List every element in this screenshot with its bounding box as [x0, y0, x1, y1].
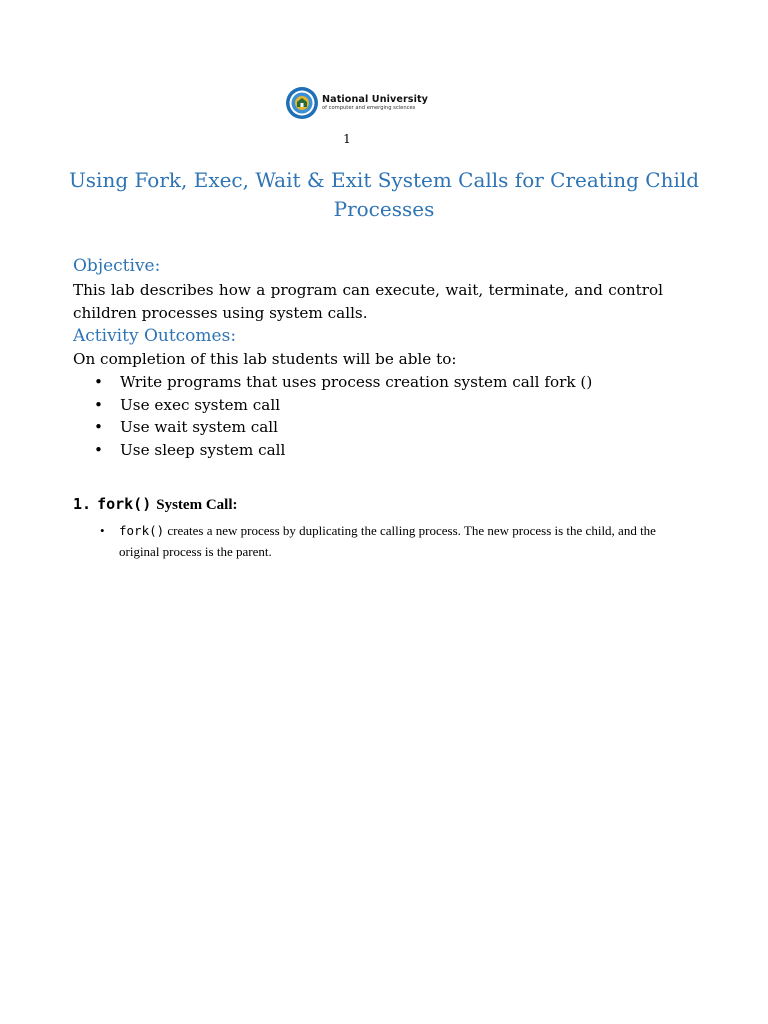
page-number: 1	[343, 132, 351, 146]
activity-outcomes-intro: On completion of this lab students will be able to:	[73, 350, 457, 368]
logo-text	[322, 95, 428, 111]
section-label: System Call:	[156, 497, 238, 513]
logo-subtitle: of computer and emerging sciences	[322, 104, 416, 111]
activity-outcomes-list	[73, 371, 592, 461]
section-number: 1.	[73, 495, 92, 513]
bullet-icon: •	[94, 418, 103, 437]
document-title: Using Fork, Exec, Wait & Exit System Calls for Creating Child Processes	[68, 168, 700, 221]
bullet-icon: •	[94, 373, 103, 391]
bullet-icon: •	[100, 523, 105, 538]
list-item-text: Use wait system call	[120, 418, 279, 437]
bullet-icon: •	[94, 440, 103, 459]
list-item-text: Use exec system call	[120, 395, 281, 414]
list-item	[73, 439, 592, 462]
bullet-icon: •	[94, 395, 103, 414]
list-item	[73, 416, 592, 439]
list-item-text: Write programs that uses process creation system call fork ()	[120, 373, 593, 391]
objective-heading: Objective:	[73, 256, 161, 276]
activity-outcomes-heading: Activity Outcomes:	[73, 326, 237, 346]
section-code: fork()	[97, 495, 152, 513]
section-fork-list	[98, 520, 688, 562]
logo-name: National University	[322, 94, 429, 106]
objective-text: This lab describes how a program can execute, wait, terminate, and control children processes using system calls.	[73, 281, 663, 322]
inline-code: fork()	[119, 523, 165, 538]
list-item	[73, 371, 592, 394]
section-fork-heading	[73, 494, 238, 515]
list-item	[73, 394, 592, 417]
list-item	[98, 520, 688, 562]
university-seal-icon	[285, 86, 319, 120]
list-item-text: creates a new process by duplicating the calling process. The new process is the child, and the original process is the parent.	[119, 523, 656, 559]
university-logo	[285, 82, 435, 124]
list-item-text: Use sleep system call	[120, 440, 286, 459]
